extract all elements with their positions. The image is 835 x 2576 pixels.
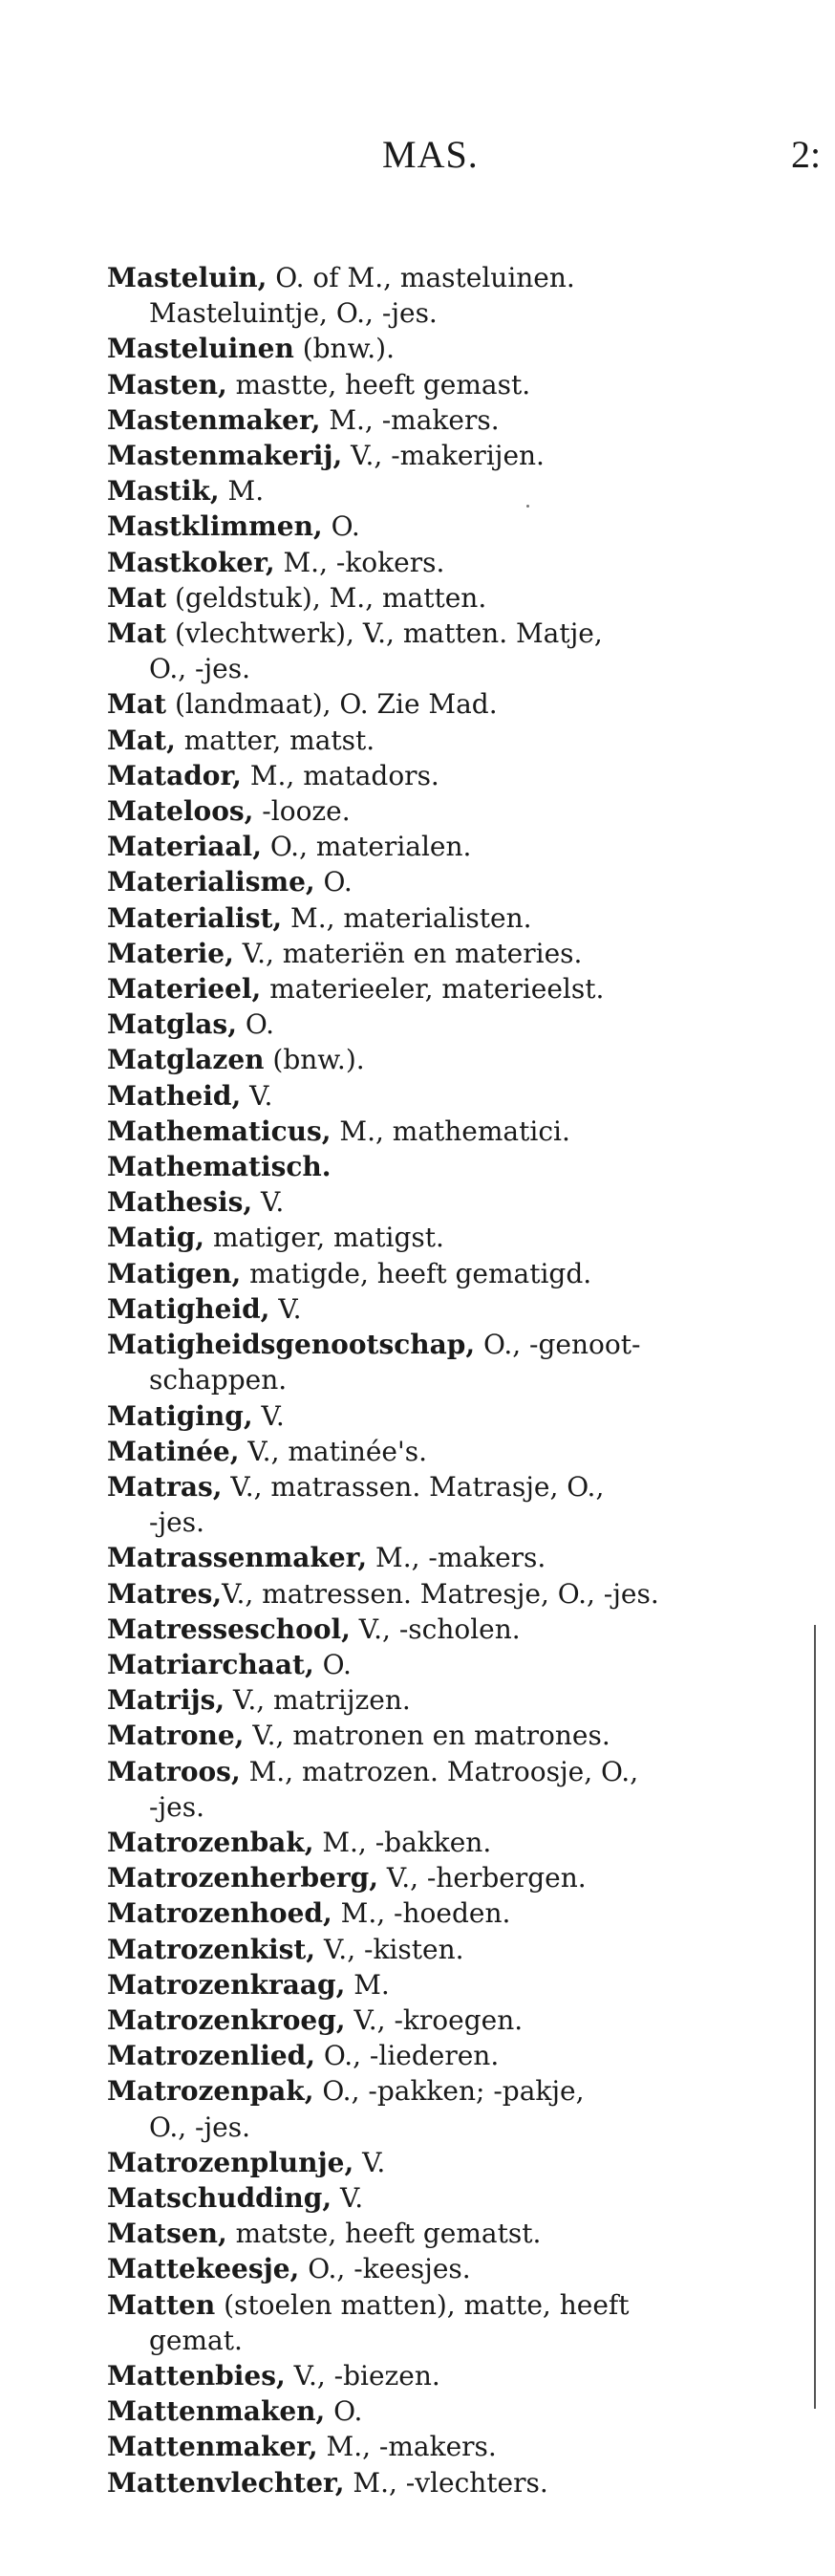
entry-definition: V., matinée's. bbox=[239, 1435, 427, 1467]
dictionary-entry bbox=[107, 2429, 797, 2464]
entry-headword: Mattenmaken, bbox=[107, 2395, 326, 2428]
entry-headword: Matrijs, bbox=[107, 1684, 225, 1717]
entry-headword: Mastklimmen, bbox=[107, 510, 323, 543]
entry-headword: Masteluin, bbox=[107, 262, 268, 293]
entry-definition: O., -jes. bbox=[149, 653, 250, 685]
entry-definition: (stoelen matten), matte, heeft bbox=[215, 2288, 630, 2321]
dictionary-entry bbox=[107, 758, 797, 793]
entry-headword: Mathematisch. bbox=[107, 1151, 332, 1183]
dictionary-entry bbox=[107, 2038, 797, 2073]
entry-definition: V., -herbergen. bbox=[377, 1862, 587, 1894]
dictionary-entry bbox=[107, 1184, 797, 1220]
dictionary-entry bbox=[107, 2358, 797, 2393]
dictionary-entry bbox=[107, 473, 797, 509]
dictionary-entry bbox=[107, 1469, 797, 1504]
entry-continuation bbox=[107, 651, 797, 686]
entry-definition: (bnw.). bbox=[264, 1044, 365, 1076]
entry-definition: M., matrozen. Matroosje, O., bbox=[240, 1755, 639, 1787]
entry-definition: -looze. bbox=[253, 795, 351, 828]
dictionary-entry bbox=[107, 545, 797, 580]
entry-definition: V. bbox=[252, 1186, 285, 1219]
entry-headword: Materialist, bbox=[107, 901, 283, 934]
entry-continuation bbox=[107, 1504, 797, 1540]
dictionary-entry bbox=[107, 936, 797, 971]
entry-definition: matiger, matigst. bbox=[204, 1222, 444, 1254]
entry-definition: V., matronen en matrones. bbox=[244, 1720, 610, 1752]
entry-headword: Materiaal, bbox=[107, 831, 262, 863]
entry-definition: M., -vlechters. bbox=[344, 2466, 548, 2499]
dictionary-entry bbox=[107, 2287, 797, 2323]
dictionary-entry bbox=[107, 260, 797, 295]
entry-headword: Mateloos, bbox=[107, 795, 254, 828]
dictionary-entry bbox=[107, 616, 797, 651]
entry-headword: Matglazen bbox=[107, 1044, 265, 1076]
entry-definition: (geldstuk), M., matten. bbox=[166, 581, 487, 614]
entry-definition: V., matressen. Matresje, O., -jes. bbox=[222, 1577, 659, 1610]
entry-headword: Materieel, bbox=[107, 973, 262, 1006]
entry-headword: Matten bbox=[107, 2288, 216, 2321]
entry-definition: matste, heeft gematst. bbox=[226, 2218, 542, 2250]
entry-definition: O., -jes. bbox=[149, 2111, 250, 2143]
entry-headword: Masteluinen bbox=[107, 333, 294, 365]
dictionary-entry bbox=[107, 2465, 797, 2500]
entry-continuation bbox=[107, 2323, 797, 2358]
entry-definition: mastte, heeft gemast. bbox=[226, 368, 531, 400]
entry-definition: O., -liederen. bbox=[314, 2040, 500, 2072]
entry-definition: V., materiën en materies. bbox=[233, 937, 583, 969]
entry-headword: Mattekeesje, bbox=[107, 2253, 300, 2285]
dictionary-entry bbox=[107, 1576, 797, 1612]
entry-definition: matigde, heeft gematigd. bbox=[241, 1257, 592, 1289]
entry-definition: V. bbox=[353, 2146, 386, 2178]
entry-definition: V. bbox=[252, 1399, 285, 1432]
entry-definition: M. bbox=[345, 1968, 390, 2001]
dictionary-entry bbox=[107, 971, 797, 1007]
dictionary-entry bbox=[107, 1220, 797, 1255]
dictionary-entry bbox=[107, 2393, 797, 2429]
entry-definition: O., -pakken; -pakje, bbox=[313, 2075, 585, 2108]
entry-headword: Mattenbies, bbox=[107, 2359, 286, 2392]
dictionary-entry bbox=[107, 1682, 797, 1718]
entry-headword: Matrozenkroeg, bbox=[107, 2003, 346, 2036]
entry-definition: M., -makers. bbox=[317, 2431, 497, 2463]
dictionary-entry bbox=[107, 1078, 797, 1114]
dictionary-entry bbox=[107, 331, 797, 366]
dictionary-entry bbox=[107, 2216, 797, 2251]
entry-definition: O. bbox=[313, 1648, 352, 1680]
entry-headword: Matador, bbox=[107, 759, 242, 791]
dictionary-entry bbox=[107, 509, 797, 544]
entry-headword: Mat bbox=[107, 688, 167, 721]
entry-definition: (bnw.). bbox=[293, 333, 395, 365]
dictionary-entry bbox=[107, 1007, 797, 1042]
entry-definition: M., materialisten. bbox=[282, 901, 532, 934]
entry-headword: Matrozenkist, bbox=[107, 1933, 316, 1965]
entry-headword: Matschudding, bbox=[107, 2181, 332, 2214]
entry-definition: V., matrassen. Matrasje, O., bbox=[222, 1470, 605, 1503]
entry-definition: V. bbox=[332, 2181, 364, 2214]
entry-headword: Mattenvlechter, bbox=[107, 2466, 345, 2499]
dictionary-entry bbox=[107, 1825, 797, 1860]
entry-definition: V. bbox=[241, 1079, 273, 1112]
entry-headword: Matrone, bbox=[107, 1720, 245, 1752]
dictionary-entry bbox=[107, 1647, 797, 1682]
entry-definition: gemat. bbox=[149, 2324, 243, 2356]
dictionary-entry bbox=[107, 1932, 797, 1967]
entry-headword: Matinée, bbox=[107, 1435, 240, 1467]
entry-headword: Mathematicus, bbox=[107, 1115, 332, 1147]
entry-definition: M., mathematici. bbox=[331, 1115, 570, 1147]
entry-headword: Matheid, bbox=[107, 1079, 242, 1112]
dictionary-entry bbox=[107, 1612, 797, 1647]
entry-definition: Masteluintje, O., -jes. bbox=[149, 297, 438, 330]
entry-definition: V., -biezen. bbox=[285, 2359, 440, 2392]
entry-headword: Matig, bbox=[107, 1222, 205, 1254]
entry-headword: Matrozenkraag, bbox=[107, 1968, 346, 2001]
entry-headword: Mattenmaker, bbox=[107, 2431, 318, 2463]
entry-definition: (landmaat), O. Zie Mad. bbox=[166, 688, 498, 721]
entry-headword: Matrozenbak, bbox=[107, 1826, 314, 1858]
entry-definition: O. bbox=[325, 2395, 363, 2428]
entry-headword: Masten, bbox=[107, 368, 227, 400]
entry-headword: Matsen, bbox=[107, 2218, 227, 2250]
entry-definition: O., -genoot- bbox=[475, 1329, 641, 1361]
dictionary-entry bbox=[107, 1895, 797, 1931]
entry-definition: M., -makers. bbox=[367, 1542, 546, 1574]
entry-definition: V., -makerijen. bbox=[342, 440, 545, 472]
entry-continuation bbox=[107, 1789, 797, 1825]
page-header bbox=[0, 132, 835, 189]
dictionary-entry bbox=[107, 1256, 797, 1291]
entry-definition: matter, matst. bbox=[175, 724, 375, 756]
entry-definition: V., -kroegen. bbox=[345, 2003, 524, 2036]
entry-headword: Matriarchaat, bbox=[107, 1648, 314, 1680]
entry-headword: Matigen, bbox=[107, 1257, 242, 1289]
entry-headword: Matrozenlied, bbox=[107, 2040, 315, 2072]
dictionary-entry bbox=[107, 438, 797, 473]
dictionary-entry bbox=[107, 1327, 797, 1362]
entry-definition: M. bbox=[219, 475, 265, 508]
dictionary-entry bbox=[107, 2251, 797, 2286]
entry-headword: Mastenmaker, bbox=[107, 403, 321, 436]
dictionary-entry bbox=[107, 2145, 797, 2180]
dictionary-entry bbox=[107, 829, 797, 864]
dictionary-entry bbox=[107, 900, 797, 936]
entry-definition: materieeler, materieelst. bbox=[261, 973, 605, 1006]
dictionary-entry bbox=[107, 723, 797, 758]
entry-headword: Matigheidsgenootschap, bbox=[107, 1329, 476, 1361]
dictionary-entry bbox=[107, 2073, 797, 2109]
entry-definition: -jes. bbox=[149, 1790, 204, 1823]
entry-continuation bbox=[107, 1362, 797, 1397]
entry-headword: Matroos, bbox=[107, 1755, 241, 1787]
entry-headword: Mastik, bbox=[107, 475, 220, 508]
entry-headword: Mastenmakerij, bbox=[107, 440, 343, 472]
entry-definition: O., materialen. bbox=[261, 831, 472, 863]
entry-headword: Mat bbox=[107, 617, 167, 650]
entry-definition: V., -kisten. bbox=[315, 1933, 464, 1965]
entry-headword: Matrozenherberg, bbox=[107, 1862, 378, 1894]
entry-definition: O. bbox=[322, 510, 360, 543]
entry-definition: schappen. bbox=[149, 1364, 288, 1396]
dictionary-entry bbox=[107, 2180, 797, 2216]
entry-headword: Matrozenplunje, bbox=[107, 2146, 354, 2178]
dictionary-entry bbox=[107, 402, 797, 438]
entry-definition: M., -hoeden. bbox=[332, 1897, 511, 1930]
entry-headword: Mastkoker, bbox=[107, 546, 275, 578]
dictionary-entry bbox=[107, 686, 797, 722]
dictionary-entry bbox=[107, 1291, 797, 1327]
entry-definition: M., -makers. bbox=[320, 403, 500, 436]
entry-continuation bbox=[107, 295, 797, 331]
entry-headword: Matrassenmaker, bbox=[107, 1542, 368, 1574]
entry-headword: Matiging, bbox=[107, 1399, 253, 1432]
entry-headword: Matglas, bbox=[107, 1008, 237, 1041]
entry-headword: Matrozenpak, bbox=[107, 2075, 314, 2108]
entry-headword: Matigheid, bbox=[107, 1292, 270, 1325]
dictionary-entry bbox=[107, 1434, 797, 1469]
entry-definition: V., matrijzen. bbox=[225, 1684, 411, 1717]
entry-definition: O. bbox=[236, 1008, 275, 1041]
entry-definition: V., -scholen. bbox=[350, 1613, 521, 1645]
dictionary-entry bbox=[107, 1114, 797, 1149]
dictionary-entry bbox=[107, 1718, 797, 1753]
entry-definition: -jes. bbox=[149, 1506, 204, 1539]
dictionary-entry bbox=[107, 1967, 797, 2002]
entry-headword: Materialisme, bbox=[107, 866, 315, 898]
entry-headword: Matrozenhoed, bbox=[107, 1897, 332, 1930]
dictionary-entry bbox=[107, 1042, 797, 1077]
entry-definition: M., matadors. bbox=[241, 759, 439, 791]
dictionary-entry bbox=[107, 864, 797, 899]
entry-headword: Materie, bbox=[107, 937, 234, 969]
entry-headword: Mathesis, bbox=[107, 1186, 253, 1219]
dictionary-entry bbox=[107, 1540, 797, 1575]
entry-headword: Matres, bbox=[107, 1577, 223, 1610]
entry-headword: Matresseschool, bbox=[107, 1613, 351, 1645]
entry-headword: Mat bbox=[107, 581, 167, 614]
entry-definition: O., -keesjes. bbox=[299, 2253, 471, 2285]
entry-headword: Matras, bbox=[107, 1470, 223, 1503]
dictionary-entries bbox=[107, 260, 797, 2500]
entry-definition: (vlechtwerk), V., matten. Matje, bbox=[166, 617, 603, 650]
dictionary-entry bbox=[107, 1398, 797, 1434]
entry-definition: O. bbox=[314, 866, 353, 898]
entry-headword: Mat, bbox=[107, 724, 176, 756]
dictionary-entry bbox=[107, 1149, 797, 1184]
dictionary-entry bbox=[107, 2002, 797, 2038]
page-number: 2: bbox=[791, 133, 822, 176]
dictionary-entry bbox=[107, 793, 797, 829]
entry-definition: V. bbox=[269, 1292, 302, 1325]
dictionary-entry bbox=[107, 367, 797, 402]
dictionary-entry bbox=[107, 1754, 797, 1789]
dictionary-entry bbox=[107, 580, 797, 616]
margin-rule bbox=[814, 1625, 816, 2409]
entry-continuation bbox=[107, 2110, 797, 2145]
entry-definition: M., -kokers. bbox=[274, 546, 445, 578]
entry-definition: O. of M., masteluinen. bbox=[267, 262, 575, 293]
page-title: MAS. bbox=[382, 133, 479, 176]
dictionary-entry bbox=[107, 1860, 797, 1895]
entry-definition: M., -bakken. bbox=[313, 1826, 492, 1858]
